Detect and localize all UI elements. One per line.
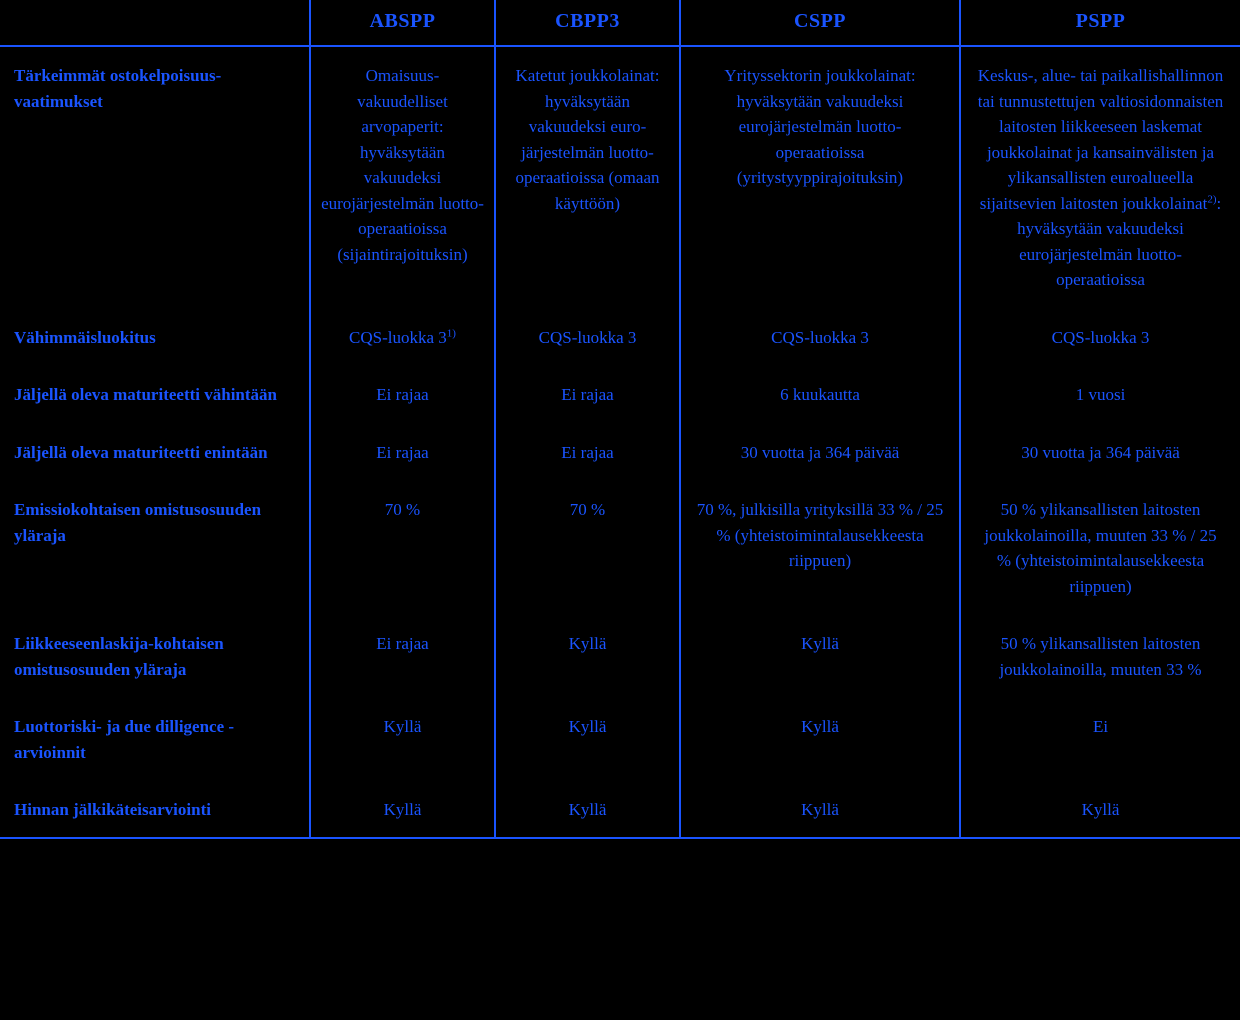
column-header-pspp: PSPP — [960, 0, 1240, 46]
cell-text: Ei rajaa — [561, 385, 614, 404]
cell-text: Ei — [1092, 717, 1109, 736]
cell-text: Ei rajaa — [561, 442, 614, 462]
cell-min-maturity-abspp — [310, 368, 495, 426]
table-row — [0, 700, 1240, 783]
cell-issuer-share-limit-cbpp3 — [495, 617, 680, 700]
cell-text: 70 %, julkisilla yrityksillä 33 % / 25 % (yhteistoimintalausekkeesta riippuen) — [696, 500, 944, 570]
cell-text: Kyllä — [801, 717, 839, 736]
table-header — [0, 0, 1240, 46]
cell-eligibility-abspp — [310, 46, 495, 311]
cell-min-maturity-pspp — [960, 368, 1240, 426]
row-label-max-maturity: Jäljellä oleva maturiteetti enintään — [14, 442, 268, 462]
cell-min-maturity-cspp — [680, 368, 960, 426]
row-label-credit-risk-due-diligence: Luottoriski- ja due dilligence -arvioinnit — [14, 717, 235, 762]
table-header-row — [0, 0, 1240, 46]
cell-max-maturity-abspp — [310, 426, 495, 484]
footnote-marker-2: 2) — [1207, 192, 1217, 205]
cell-max-maturity-cspp — [680, 426, 960, 484]
cell-text: Kyllä — [568, 634, 607, 653]
cell-text-group — [976, 63, 1226, 293]
cell-text: Kyllä — [801, 634, 839, 653]
cell-min-maturity-cbpp3 — [495, 368, 680, 426]
cell-ex-post-price-check-pspp — [960, 783, 1240, 838]
cell-ex-post-price-check-cbpp3 — [495, 783, 680, 838]
column-header-cspp: CSPP — [680, 0, 960, 46]
table-row — [0, 426, 1240, 484]
cell-text: 50 % ylikansallisten laitosten joukkolainoilla, muuten 33 % / 25 % (yhteistoimintalausekkeesta riippuen) — [984, 500, 1217, 596]
footnote-marker-1: 1) — [446, 326, 456, 339]
cell-credit-risk-abspp — [310, 700, 495, 783]
cell-text: CQS-luokka 3 — [349, 327, 447, 347]
cell-issuer-share-limit-cspp — [680, 617, 960, 700]
column-header-blank — [0, 0, 310, 46]
cell-text: Kyllä — [383, 800, 422, 819]
cell-text: Ei rajaa — [376, 442, 429, 462]
cell-text: 70 % — [569, 500, 606, 519]
cell-issue-share-limit-abspp — [310, 483, 495, 617]
cell-max-maturity-pspp — [960, 426, 1240, 484]
row-label-min-maturity: Jäljellä oleva maturiteetti vähintään — [14, 385, 277, 404]
cell-text: Keskus-, alue- tai paikallishallinnon tai tunnustettujen valtiosidonnaisten laitosten liikkeeseen laskemat joukkolainat ja kansainvälisten ja ylikansallisten euroalueella sijaitsevien laitosten joukkolainat — [977, 66, 1224, 213]
cell-credit-risk-pspp — [960, 700, 1240, 783]
cell-text: 30 vuotta ja 364 päivää — [1021, 442, 1180, 462]
cell-minimum-rating-abspp — [310, 311, 495, 369]
cell-text-group — [321, 325, 484, 351]
cell-text: Kyllä — [383, 717, 422, 736]
cell-text: 6 kuukautta — [780, 385, 860, 404]
row-label-ex-post-price-check: Hinnan jälkikäteisarviointi — [0, 783, 310, 838]
cell-eligibility-cbpp3 — [495, 46, 680, 311]
table-body — [0, 46, 1240, 838]
cell-minimum-rating-cspp — [680, 311, 960, 369]
table-row — [0, 783, 1240, 838]
row-label-issuer-share-limit: Liikkeeseenlaskija-kohtaisen omistusosuuden yläraja — [14, 634, 224, 679]
cell-text: Kyllä — [568, 800, 607, 819]
row-label-issue-share-limit: Emissiokohtaisen omistusosuuden yläraja — [14, 500, 262, 545]
cell-text: CQS-luokka 3 — [1051, 327, 1150, 347]
cell-minimum-rating-pspp — [960, 311, 1240, 369]
cell-credit-risk-cspp — [680, 700, 960, 783]
column-header-abspp: ABSPP — [310, 0, 495, 46]
cell-issuer-share-limit-abspp — [310, 617, 495, 700]
cell-text: Ei rajaa — [376, 634, 429, 653]
cell-text: 30 vuotta ja 364 päivää — [740, 442, 900, 462]
cell-minimum-rating-cbpp3 — [495, 311, 680, 369]
cell-text: Omaisuus-vakuudelliset arvopaperit: hyväksytään vakuudeksi eurojärjestelmän luotto-operaatioissa (sijaintirajoituksin) — [321, 66, 484, 264]
table-row — [0, 368, 1240, 426]
cell-text: 70 % — [384, 500, 421, 519]
cell-text: Kyllä — [801, 800, 839, 819]
cell-text: Katetut joukkolainat: hyväksytään vakuudeksi euro-järjestelmän luotto-operaatioissa (omaan käyttöön) — [515, 66, 660, 213]
cell-issue-share-limit-cbpp3 — [495, 483, 680, 617]
cell-text: Yrityssektorin joukkolainat: hyväksytään vakuudeksi eurojärjestelmän luotto-operaatioissa (yritystyyppirajoituksin) — [724, 66, 916, 187]
cell-ex-post-price-check-cspp — [680, 783, 960, 838]
cell-text: CQS-luokka 3 — [538, 327, 637, 347]
cell-text: CQS-luokka 3 — [771, 327, 869, 347]
cell-text: 1 vuosi — [1075, 385, 1126, 404]
cell-issuer-share-limit-pspp — [960, 617, 1240, 700]
cell-issue-share-limit-pspp — [960, 483, 1240, 617]
column-header-cbpp3: CBPP3 — [495, 0, 680, 46]
row-label-eligibility: Tärkeimmät ostokelpoisuus-vaatimukset — [14, 66, 222, 111]
cell-credit-risk-cbpp3 — [495, 700, 680, 783]
cell-text-tail: : hyväksytään vakuudeksi eurojärjestelmän luotto-operaatioissa — [1017, 193, 1222, 289]
table-row — [0, 483, 1240, 617]
cell-text: Ei rajaa — [376, 385, 429, 404]
table-row — [0, 46, 1240, 311]
cell-ex-post-price-check-abspp — [310, 783, 495, 838]
cell-text: 50 % ylikansallisten laitosten joukkolainoilla, muuten 33 % — [999, 634, 1202, 679]
cell-eligibility-cspp — [680, 46, 960, 311]
table-row — [0, 311, 1240, 369]
row-label-minimum-rating: Vähimmäisluokitus — [14, 327, 156, 347]
cell-issue-share-limit-cspp — [680, 483, 960, 617]
cell-eligibility-pspp — [960, 46, 1240, 311]
cell-text: Kyllä — [1081, 800, 1120, 819]
cell-text: Kyllä — [568, 717, 607, 736]
table-row — [0, 617, 1240, 700]
cell-max-maturity-cbpp3 — [495, 426, 680, 484]
